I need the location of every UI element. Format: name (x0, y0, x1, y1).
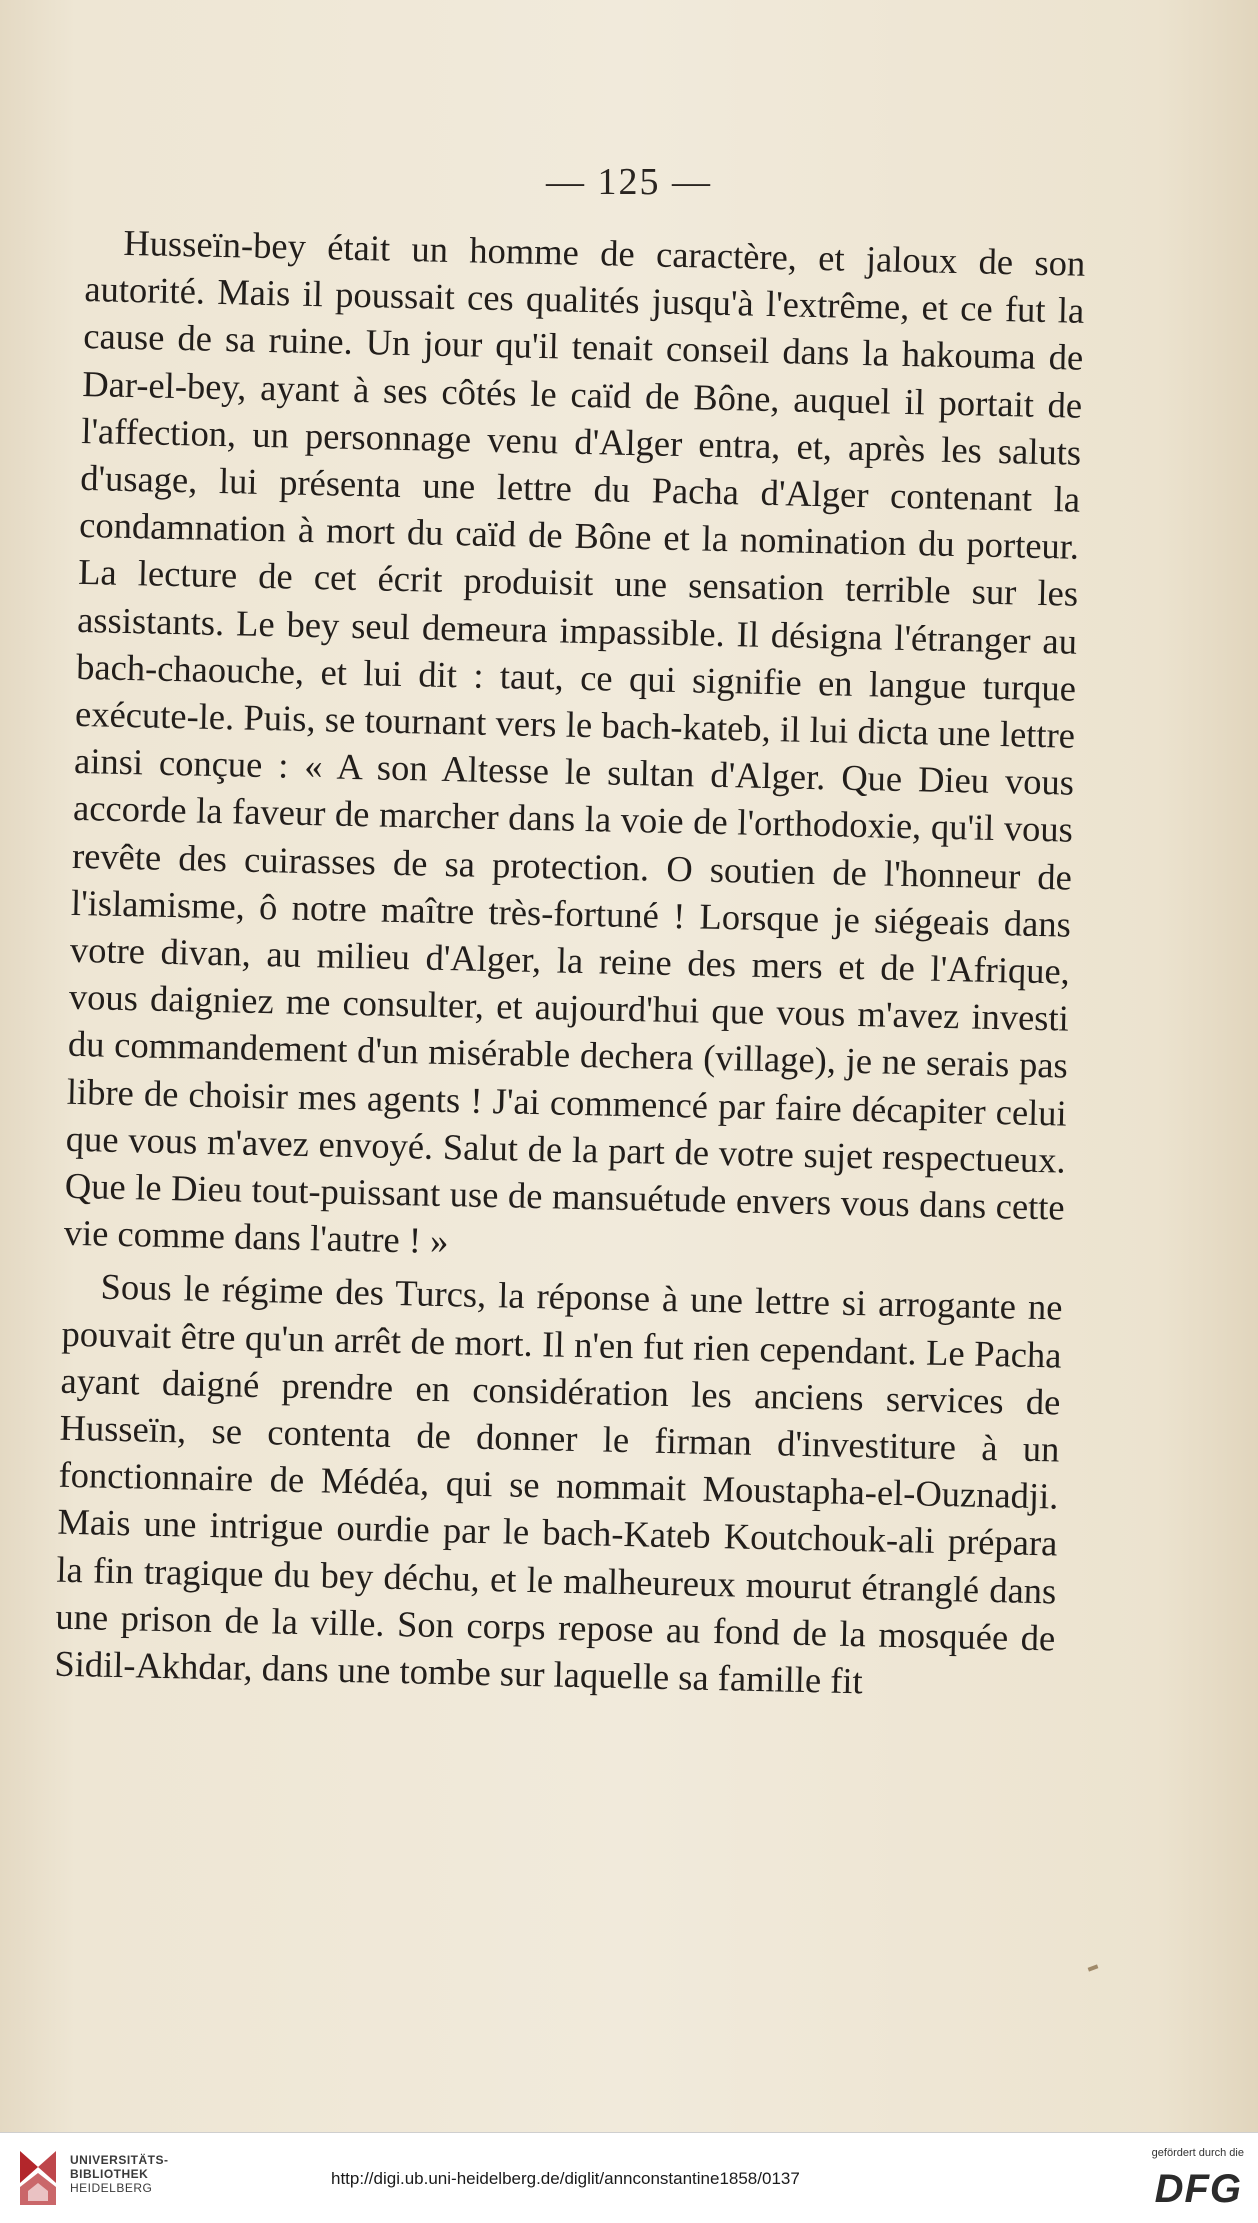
library-name-line-3: HEIDELBERG (70, 2181, 153, 2195)
paper-speck (1088, 1964, 1099, 1971)
sponsor-label: gefördert durch die (1151, 2147, 1244, 2159)
dfg-logo[interactable]: DFG (1154, 2167, 1242, 2211)
body-text (54, 218, 1086, 1709)
library-name-line-2: BIBLIOTHEK (70, 2167, 149, 2181)
paragraph-2: Sous le régime des Turcs, la réponse à une lettre si arrogante ne pouvait être qu'un arrêt de mort. Il n'en fut rien cependant. Le Pacha ayant daigné prendre en considération les anciens services de Husseïn, se contenta de donner le firman d'investiture à un fonctionnaire de Médéa, qui se nommait Moustapha-el-Ouznadji. Mais une intrigue ourdie par le bach-Kateb Koutchouk-ali prépara la fin tragique du bey déchu, et le malheureux mourut étranglé dans une prison de la ville. Son corps repose au fond de la mosquée de Sidil-Akhdar, dans une tombe sur laquelle sa famille fit (54, 1266, 1063, 1702)
paragraph-1: Husseïn-bey était un homme de caractère, et jaloux de son autorité. Mais il poussait ces qualités jusqu'à l'extrême, et ce fut la cause de sa ruine. Un jour qu'il tenait conseil dans la hakouma de Dar-el-bey, ayant à ses côtés le caïd de Bône, auquel il portait de l'affection, un personnage venu d'Alger entra, et, après les saluts d'usage, lui présenta une lettre du Pacha d'Alger contenant la condamnation à mort du caïd de Bône et la nomination du porteur. La lecture de cet écrit produisit une sensation terrible sur les assistants. Le bey seul demeura impassible. Il désigna l'étranger au bach-chaouche, et lui dit : taut, ce qui signifie en langue turque exécute-le. Puis, se tournant vers le bach-kateb, il lui dicta une lettre ainsi conçue : « A son Altesse le sultan d'Alger. Que Dieu vous accorde la faveur de marcher dans la voie de l'orthodoxie, qu'il vous revête des cuirasses de sa protection. O soutien de l'honneur de l'islamisme, ô notre maître très-fortuné ! Lorsque je siégeais dans votre divan, au milieu d'Alger, la reine des mers et de l'Afrique, vous daigniez me consulter, et aujourd'hui que vous m'avez investi du commandement d'un misérable dechera (village), je ne serais pas libre de choisir mes agents ! J'ai commencé par faire décapiter celui que vous m'avez envoyé. Salut de la part de votre sujet respectueux. Que le Dieu tout-puissant use de mansuétude envers vous dans cette vie comme dans l'autre ! » (63, 221, 1086, 1262)
library-name (70, 2153, 169, 2195)
university-library-logo-icon[interactable] (14, 2147, 62, 2209)
page-number: — 125 — (546, 161, 712, 203)
digitization-footer (0, 2132, 1258, 2223)
library-name-line-1: UNIVERSITÄTS- (70, 2153, 169, 2167)
source-url-link[interactable]: http://digi.ub.uni-heidelberg.de/diglit/annconstantine1858/0137 (331, 2169, 800, 2188)
